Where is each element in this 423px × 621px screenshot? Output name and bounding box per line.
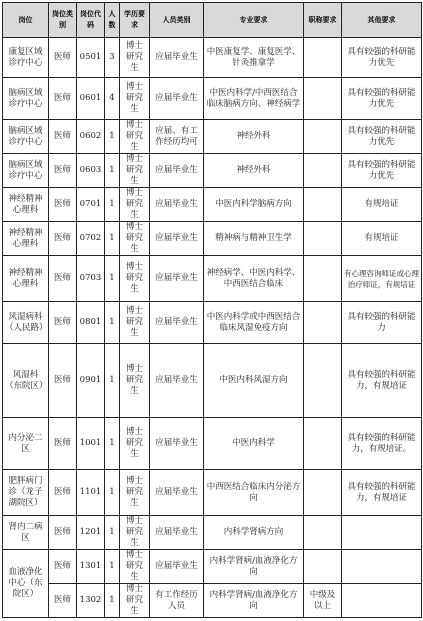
header-education: 学历要求	[120, 3, 150, 38]
cell-count: 1	[105, 584, 120, 618]
table-row	[3, 120, 422, 154]
table-row	[3, 302, 422, 344]
cell-count: 1	[105, 516, 120, 550]
cell-personnel-type: 应届毕业生	[150, 418, 204, 470]
cell-personnel-type: 应届毕业生	[150, 344, 204, 418]
cell-education: 博士研究生	[120, 222, 150, 256]
cell-title-req	[304, 256, 342, 302]
cell-post: 风湿病科（人民路）	[3, 302, 49, 344]
header-post: 岗位	[3, 3, 49, 38]
cell-personnel-type: 有工作经历人员	[150, 584, 204, 618]
cell-title-req	[304, 302, 342, 344]
table-row	[3, 38, 422, 78]
cell-education: 博士研究生	[120, 550, 150, 584]
cell-education: 博士研究生	[120, 188, 150, 222]
cell-post: 内分泌二区	[3, 418, 49, 470]
cell-title-req	[304, 38, 342, 78]
cell-education: 博士研究生	[120, 344, 150, 418]
cell-code: 1301	[77, 550, 105, 584]
cell-other: 具有较强的科研能力优先	[342, 120, 422, 154]
cell-personnel-type: 应届毕业生	[150, 222, 204, 256]
cell-major: 精神病与精神卫生学	[204, 222, 304, 256]
header-code: 岗位代码	[77, 3, 105, 38]
table-row	[3, 584, 422, 618]
recruitment-table-container	[2, 2, 421, 618]
table-row	[3, 256, 422, 302]
cell-count: 1	[105, 120, 120, 154]
cell-education: 博士研究生	[120, 78, 150, 120]
cell-count: 1	[105, 470, 120, 516]
cell-post: 肾内二病区	[3, 516, 49, 550]
cell-major: 中医内科风湿方向	[204, 344, 304, 418]
cell-count: 1	[105, 344, 120, 418]
cell-education: 博士研究生	[120, 418, 150, 470]
table-row	[3, 222, 422, 256]
cell-other	[342, 550, 422, 584]
cell-category: 医师	[49, 302, 77, 344]
cell-major: 中医内科学脑病方向	[204, 188, 304, 222]
cell-code: 0701	[77, 188, 105, 222]
cell-category: 医师	[49, 516, 77, 550]
cell-major: 中医内科学	[204, 418, 304, 470]
cell-post: 神经精神心理科	[3, 256, 49, 302]
cell-post: 康复区域诊疗中心	[3, 38, 49, 78]
cell-count: 4	[105, 78, 120, 120]
cell-other: 具有较强的科研能力，有规培证	[342, 344, 422, 418]
cell-count: 1	[105, 222, 120, 256]
cell-category: 医师	[49, 256, 77, 302]
cell-education: 博士研究生	[120, 470, 150, 516]
cell-title-req	[304, 188, 342, 222]
cell-code: 0601	[77, 78, 105, 120]
cell-personnel-type: 应届毕业生	[150, 154, 204, 188]
cell-personnel-type: 应届毕业生	[150, 256, 204, 302]
cell-personnel-type: 应届、有工作经历均可	[150, 120, 204, 154]
cell-other: 有心理咨询师证或心理治疗师证，有规培证	[342, 256, 422, 302]
header-count: 人数	[105, 3, 120, 38]
cell-other: 具有较强的科研能力，有规培证	[342, 470, 422, 516]
cell-education: 博士研究生	[120, 38, 150, 78]
cell-category: 医师	[49, 222, 77, 256]
cell-education: 博士研究生	[120, 302, 150, 344]
cell-personnel-type: 应届毕业生	[150, 470, 204, 516]
cell-category: 医师	[49, 154, 77, 188]
cell-count: 1	[105, 418, 120, 470]
cell-major: 中医内科学/中西医结合临床脑病方向、神经病学	[204, 78, 304, 120]
cell-personnel-type: 应届毕业生	[150, 302, 204, 344]
cell-category: 医师	[49, 584, 77, 618]
cell-personnel-type: 应届毕业生	[150, 78, 204, 120]
cell-title-req: 中级及以上	[304, 584, 342, 618]
table-row	[3, 516, 422, 550]
cell-post: 血液净化中心（东院区）	[3, 550, 49, 618]
cell-post: 神经精神心理科	[3, 188, 49, 222]
header-major: 专业要求	[204, 3, 304, 38]
cell-major: 神经外科	[204, 120, 304, 154]
cell-personnel-type: 应届毕业生	[150, 38, 204, 78]
cell-code: 1201	[77, 516, 105, 550]
cell-title-req	[304, 120, 342, 154]
cell-personnel-type: 应届毕业生	[150, 516, 204, 550]
cell-major: 神经外科	[204, 154, 304, 188]
cell-code: 0901	[77, 344, 105, 418]
table-row	[3, 418, 422, 470]
cell-count: 1	[105, 188, 120, 222]
header-category: 岗位类别	[49, 3, 77, 38]
cell-count: 1	[105, 302, 120, 344]
cell-code: 1302	[77, 584, 105, 618]
cell-major: 中西医结合临床内分泌方向	[204, 470, 304, 516]
cell-category: 医师	[49, 418, 77, 470]
cell-major: 中医康复学、康复医学、针灸推拿学	[204, 38, 304, 78]
cell-other	[342, 516, 422, 550]
header-title-req: 职称要求	[304, 3, 342, 38]
cell-code: 1001	[77, 418, 105, 470]
table-row	[3, 154, 422, 188]
cell-major: 内科学肾病/血液净化方向	[204, 550, 304, 584]
cell-other: 具有较强的科研能力优先	[342, 38, 422, 78]
cell-other: 具有较强的科研能力，有规培证。	[342, 418, 422, 470]
cell-title-req	[304, 222, 342, 256]
cell-title-req	[304, 418, 342, 470]
cell-major: 中医内科学或中西医结合临床风湿免疫方向	[204, 302, 304, 344]
cell-post: 肥胖病门诊（龙子湖院区）	[3, 470, 49, 516]
cell-category: 医师	[49, 120, 77, 154]
cell-education: 博士研究生	[120, 584, 150, 618]
cell-post: 风湿科（东院区）	[3, 344, 49, 418]
table-row	[3, 550, 422, 584]
table-row	[3, 78, 422, 120]
cell-code: 0702	[77, 222, 105, 256]
cell-count: 1	[105, 256, 120, 302]
table-row	[3, 188, 422, 222]
cell-title-req	[304, 550, 342, 584]
cell-category: 医师	[49, 188, 77, 222]
cell-category: 医师	[49, 470, 77, 516]
cell-other: 具有较强的科研能力	[342, 302, 422, 344]
cell-category: 医师	[49, 78, 77, 120]
cell-major: 神经病学、中医内科学、中西医结合临床	[204, 256, 304, 302]
cell-personnel-type: 应届毕业生	[150, 188, 204, 222]
cell-other: 有规培证	[342, 222, 422, 256]
table-row	[3, 344, 422, 418]
recruitment-table	[2, 2, 422, 618]
cell-post: 神经精神心理科	[3, 222, 49, 256]
cell-major: 内科学肾病方向	[204, 516, 304, 550]
cell-post: 脑病区域诊疗中心	[3, 120, 49, 154]
cell-count: 3	[105, 38, 120, 78]
cell-code: 0602	[77, 120, 105, 154]
cell-major: 内科学肾病/血液净化方向	[204, 584, 304, 618]
cell-count: 1	[105, 550, 120, 584]
cell-title-req	[304, 78, 342, 120]
cell-title-req	[304, 470, 342, 516]
cell-code: 1101	[77, 470, 105, 516]
cell-other: 具有较强的科研能力优先	[342, 154, 422, 188]
header-other: 其他要求	[342, 3, 422, 38]
cell-title-req	[304, 154, 342, 188]
cell-education: 博士研究生	[120, 256, 150, 302]
cell-post: 脑病区域诊疗中心	[3, 78, 49, 120]
cell-education: 博士研究生	[120, 120, 150, 154]
cell-code: 0501	[77, 38, 105, 78]
header-row	[3, 3, 422, 38]
cell-category: 医师	[49, 550, 77, 584]
cell-category: 医师	[49, 38, 77, 78]
cell-education: 博士研究生	[120, 154, 150, 188]
cell-code: 0801	[77, 302, 105, 344]
cell-post: 脑病区域诊疗中心	[3, 154, 49, 188]
cell-title-req	[304, 516, 342, 550]
cell-category: 医师	[49, 344, 77, 418]
cell-other: 有规培证	[342, 188, 422, 222]
cell-other	[342, 584, 422, 618]
cell-title-req	[304, 344, 342, 418]
header-personnel-type: 人员类别	[150, 3, 204, 38]
cell-count: 1	[105, 154, 120, 188]
cell-other: 具有较强的科研能力优先	[342, 78, 422, 120]
cell-code: 0603	[77, 154, 105, 188]
cell-personnel-type: 应届毕业生	[150, 550, 204, 584]
table-row	[3, 470, 422, 516]
cell-education: 博士研究生	[120, 516, 150, 550]
cell-code: 0703	[77, 256, 105, 302]
